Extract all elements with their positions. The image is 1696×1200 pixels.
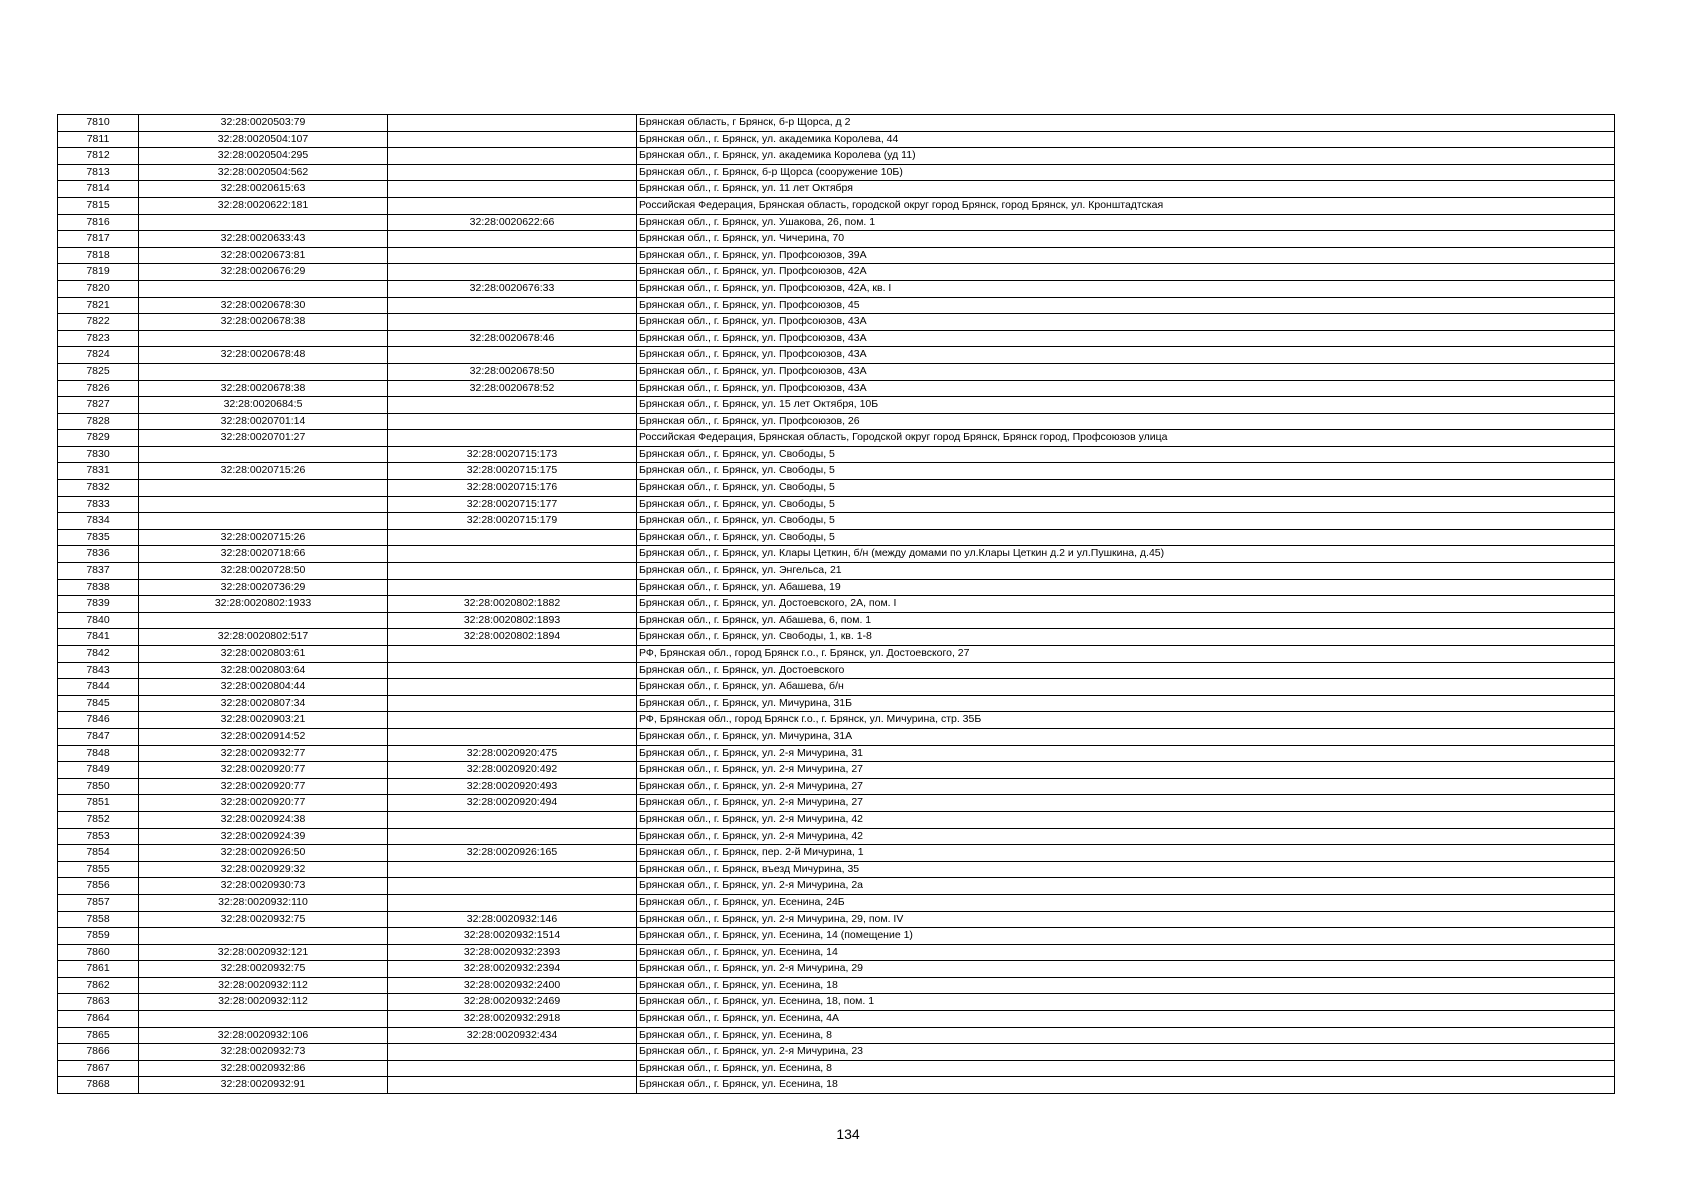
row-number-cell: 7829 bbox=[58, 430, 139, 447]
row-number-cell: 7836 bbox=[58, 546, 139, 563]
land-cadastral-cell bbox=[139, 513, 388, 530]
table-row bbox=[58, 695, 1615, 712]
object-cadastral-cell bbox=[388, 347, 637, 364]
object-cadastral-cell bbox=[388, 679, 637, 696]
address-cell: Брянская обл., г. Брянск, ул. Профсоюзов, 39А bbox=[637, 247, 1615, 264]
row-number-cell: 7830 bbox=[58, 446, 139, 463]
object-cadastral-cell: 32:28:0020932:2918 bbox=[388, 1011, 637, 1028]
table-row bbox=[58, 280, 1615, 297]
registry-body bbox=[58, 115, 1615, 1094]
address-cell: Брянская обл., г. Брянск, ул. Абашева, 6, пом. 1 bbox=[637, 612, 1615, 629]
object-cadastral-cell bbox=[388, 148, 637, 165]
table-row bbox=[58, 1027, 1615, 1044]
object-cadastral-cell bbox=[388, 397, 637, 414]
table-row bbox=[58, 363, 1615, 380]
address-cell: Брянская обл., г. Брянск, ул. Профсоюзов, 45 bbox=[637, 297, 1615, 314]
address-cell: Брянская обл., г. Брянск, ул. академика Королева (уд 11) bbox=[637, 148, 1615, 165]
address-cell: Брянская обл., г. Брянск, ул. Свободы, 5 bbox=[637, 496, 1615, 513]
row-number-cell: 7850 bbox=[58, 778, 139, 795]
land-cadastral-cell: 32:28:0020930:73 bbox=[139, 878, 388, 895]
table-row bbox=[58, 380, 1615, 397]
object-cadastral-cell bbox=[388, 413, 637, 430]
object-cadastral-cell bbox=[388, 878, 637, 895]
table-row bbox=[58, 164, 1615, 181]
row-number-cell: 7817 bbox=[58, 231, 139, 248]
table-row bbox=[58, 1044, 1615, 1061]
land-cadastral-cell bbox=[139, 363, 388, 380]
address-cell: Брянская обл., г. Брянск, ул. академика Королева, 44 bbox=[637, 131, 1615, 148]
land-cadastral-cell: 32:28:0020802:1933 bbox=[139, 596, 388, 613]
land-cadastral-cell: 32:28:0020914:52 bbox=[139, 728, 388, 745]
land-cadastral-cell: 32:28:0020684:5 bbox=[139, 397, 388, 414]
land-cadastral-cell: 32:28:0020803:61 bbox=[139, 646, 388, 663]
land-cadastral-cell: 32:28:0020929:32 bbox=[139, 861, 388, 878]
address-cell: Брянская обл., г. Брянск, б-р Щорса (сооружение 10Б) bbox=[637, 164, 1615, 181]
object-cadastral-cell bbox=[388, 728, 637, 745]
row-number-cell: 7845 bbox=[58, 695, 139, 712]
table-row bbox=[58, 446, 1615, 463]
land-cadastral-cell: 32:28:0020802:517 bbox=[139, 629, 388, 646]
row-number-cell: 7842 bbox=[58, 646, 139, 663]
row-number-cell: 7858 bbox=[58, 911, 139, 928]
address-cell: Брянская обл., г. Брянск, ул. Свободы, 5 bbox=[637, 446, 1615, 463]
table-row bbox=[58, 513, 1615, 530]
object-cadastral-cell: 32:28:0020802:1893 bbox=[388, 612, 637, 629]
land-cadastral-cell bbox=[139, 928, 388, 945]
land-cadastral-cell: 32:28:0020932:106 bbox=[139, 1027, 388, 1044]
object-cadastral-cell: 32:28:0020932:2393 bbox=[388, 944, 637, 961]
land-cadastral-cell: 32:28:0020924:38 bbox=[139, 811, 388, 828]
object-cadastral-cell: 32:28:0020926:165 bbox=[388, 845, 637, 862]
object-cadastral-cell bbox=[388, 712, 637, 729]
address-cell: Брянская обл., г. Брянск, ул. Ушакова, 26, пом. 1 bbox=[637, 214, 1615, 231]
address-cell: Брянская обл., г. Брянск, ул. Профсоюзов, 43А bbox=[637, 330, 1615, 347]
object-cadastral-cell: 32:28:0020678:52 bbox=[388, 380, 637, 397]
address-cell: Брянская обл., г. Брянск, ул. Есенина, 18 bbox=[637, 1077, 1615, 1094]
row-number-cell: 7832 bbox=[58, 480, 139, 497]
land-cadastral-cell: 32:28:0020736:29 bbox=[139, 579, 388, 596]
table-row bbox=[58, 728, 1615, 745]
table-row bbox=[58, 612, 1615, 629]
address-cell: Брянская обл., г. Брянск, ул. Есенина, 18, пом. 1 bbox=[637, 994, 1615, 1011]
address-cell: Брянская обл., г. Брянск, ул. 2-я Мичурина, 42 bbox=[637, 811, 1615, 828]
row-number-cell: 7815 bbox=[58, 197, 139, 214]
object-cadastral-cell bbox=[388, 181, 637, 198]
address-cell: Брянская обл., г. Брянск, ул. 2-я Мичурина, 23 bbox=[637, 1044, 1615, 1061]
address-cell: Брянская обл., г. Брянск, ул. Профсоюзов, 43А bbox=[637, 347, 1615, 364]
address-cell: РФ, Брянская обл., город Брянск г.о., г. Брянск, ул. Достоевского, 27 bbox=[637, 646, 1615, 663]
row-number-cell: 7861 bbox=[58, 961, 139, 978]
object-cadastral-cell bbox=[388, 1060, 637, 1077]
object-cadastral-cell: 32:28:0020715:173 bbox=[388, 446, 637, 463]
address-cell: Брянская обл., г. Брянск, ул. Свободы, 5 bbox=[637, 529, 1615, 546]
row-number-cell: 7853 bbox=[58, 828, 139, 845]
row-number-cell: 7841 bbox=[58, 629, 139, 646]
row-number-cell: 7848 bbox=[58, 745, 139, 762]
object-cadastral-cell bbox=[388, 197, 637, 214]
address-cell: Брянская обл., г. Брянск, ул. Абашева, б/н bbox=[637, 679, 1615, 696]
address-cell: Брянская обл., г. Брянск, ул. Есенина, 4А bbox=[637, 1011, 1615, 1028]
table-row bbox=[58, 430, 1615, 447]
row-number-cell: 7837 bbox=[58, 563, 139, 580]
registry-table bbox=[57, 114, 1615, 1094]
land-cadastral-cell: 32:28:0020633:43 bbox=[139, 231, 388, 248]
table-row bbox=[58, 878, 1615, 895]
table-row bbox=[58, 563, 1615, 580]
address-cell: Брянская обл., г. Брянск, ул. 11 лет Октября bbox=[637, 181, 1615, 198]
object-cadastral-cell bbox=[388, 529, 637, 546]
object-cadastral-cell: 32:28:0020932:2394 bbox=[388, 961, 637, 978]
address-cell: Брянская обл., г. Брянск, ул. Абашева, 19 bbox=[637, 579, 1615, 596]
table-row bbox=[58, 1077, 1615, 1094]
object-cadastral-cell bbox=[388, 1044, 637, 1061]
row-number-cell: 7816 bbox=[58, 214, 139, 231]
row-number-cell: 7826 bbox=[58, 380, 139, 397]
row-number-cell: 7866 bbox=[58, 1044, 139, 1061]
land-cadastral-cell: 32:28:0020718:66 bbox=[139, 546, 388, 563]
row-number-cell: 7820 bbox=[58, 280, 139, 297]
object-cadastral-cell: 32:28:0020676:33 bbox=[388, 280, 637, 297]
table-row bbox=[58, 529, 1615, 546]
object-cadastral-cell bbox=[388, 297, 637, 314]
row-number-cell: 7846 bbox=[58, 712, 139, 729]
object-cadastral-cell bbox=[388, 828, 637, 845]
row-number-cell: 7854 bbox=[58, 845, 139, 862]
table-row bbox=[58, 1060, 1615, 1077]
row-number-cell: 7857 bbox=[58, 894, 139, 911]
address-cell: Брянская обл., г. Брянск, ул. Достоевского, 2А, пом. I bbox=[637, 596, 1615, 613]
address-cell: Брянская обл., г. Брянск, ул. Чичерина, 70 bbox=[637, 231, 1615, 248]
address-cell: Брянская обл., г. Брянск, ул. Профсоюзов, 43А bbox=[637, 314, 1615, 331]
row-number-cell: 7865 bbox=[58, 1027, 139, 1044]
land-cadastral-cell: 32:28:0020503:79 bbox=[139, 115, 388, 132]
land-cadastral-cell: 32:28:0020932:77 bbox=[139, 745, 388, 762]
table-row bbox=[58, 131, 1615, 148]
table-row bbox=[58, 148, 1615, 165]
address-cell: Брянская обл., г. Брянск, ул. 2-я Мичурина, 27 bbox=[637, 778, 1615, 795]
table-row bbox=[58, 347, 1615, 364]
table-row bbox=[58, 778, 1615, 795]
table-row bbox=[58, 247, 1615, 264]
object-cadastral-cell bbox=[388, 579, 637, 596]
table-row bbox=[58, 928, 1615, 945]
land-cadastral-cell bbox=[139, 480, 388, 497]
address-cell: Брянская обл., г. Брянск, ул. Есенина, 14 (помещение 1) bbox=[637, 928, 1615, 945]
table-row bbox=[58, 231, 1615, 248]
table-row bbox=[58, 994, 1615, 1011]
land-cadastral-cell: 32:28:0020701:14 bbox=[139, 413, 388, 430]
object-cadastral-cell: 32:28:0020715:179 bbox=[388, 513, 637, 530]
land-cadastral-cell: 32:28:0020920:77 bbox=[139, 762, 388, 779]
table-row bbox=[58, 745, 1615, 762]
object-cadastral-cell: 32:28:0020932:2400 bbox=[388, 977, 637, 994]
object-cadastral-cell: 32:28:0020932:2469 bbox=[388, 994, 637, 1011]
row-number-cell: 7822 bbox=[58, 314, 139, 331]
object-cadastral-cell bbox=[388, 264, 637, 281]
row-number-cell: 7819 bbox=[58, 264, 139, 281]
object-cadastral-cell: 32:28:0020678:50 bbox=[388, 363, 637, 380]
address-cell: Брянская обл., г. Брянск, ул. Свободы, 5 bbox=[637, 480, 1615, 497]
object-cadastral-cell: 32:28:0020932:434 bbox=[388, 1027, 637, 1044]
object-cadastral-cell bbox=[388, 894, 637, 911]
row-number-cell: 7859 bbox=[58, 928, 139, 945]
land-cadastral-cell bbox=[139, 214, 388, 231]
row-number-cell: 7868 bbox=[58, 1077, 139, 1094]
object-cadastral-cell: 32:28:0020678:46 bbox=[388, 330, 637, 347]
object-cadastral-cell: 32:28:0020920:493 bbox=[388, 778, 637, 795]
address-cell: Брянская обл., г. Брянск, ул. 2-я Мичурина, 31 bbox=[637, 745, 1615, 762]
table-row bbox=[58, 944, 1615, 961]
table-row bbox=[58, 679, 1615, 696]
row-number-cell: 7812 bbox=[58, 148, 139, 165]
table-row bbox=[58, 480, 1615, 497]
object-cadastral-cell bbox=[388, 314, 637, 331]
object-cadastral-cell: 32:28:0020715:175 bbox=[388, 463, 637, 480]
address-cell: Брянская обл., г. Брянск, ул. Профсоюзов, 42А bbox=[637, 264, 1615, 281]
address-cell: Брянская обл., г. Брянск, ул. Есенина, 18 bbox=[637, 977, 1615, 994]
row-number-cell: 7844 bbox=[58, 679, 139, 696]
table-row bbox=[58, 646, 1615, 663]
land-cadastral-cell bbox=[139, 280, 388, 297]
land-cadastral-cell: 32:28:0020715:26 bbox=[139, 463, 388, 480]
land-cadastral-cell: 32:28:0020622:181 bbox=[139, 197, 388, 214]
address-cell: Брянская обл., г. Брянск, ул. 2-я Мичурина, 29, пом. IV bbox=[637, 911, 1615, 928]
address-cell: Российская Федерация, Брянская область, Городской округ город Брянск, Брянск город, Профсоюзов улица bbox=[637, 430, 1615, 447]
address-cell: Брянская обл., г. Брянск, въезд Мичурина, 35 bbox=[637, 861, 1615, 878]
land-cadastral-cell: 32:28:0020504:295 bbox=[139, 148, 388, 165]
land-cadastral-cell: 32:28:0020932:112 bbox=[139, 977, 388, 994]
row-number-cell: 7835 bbox=[58, 529, 139, 546]
object-cadastral-cell: 32:28:0020715:177 bbox=[388, 496, 637, 513]
address-cell: Брянская обл., г. Брянск, ул. Есенина, 8 bbox=[637, 1060, 1615, 1077]
land-cadastral-cell: 32:28:0020932:73 bbox=[139, 1044, 388, 1061]
address-cell: Брянская область, г Брянск, б-р Щорса, д 2 bbox=[637, 115, 1615, 132]
address-cell: Брянская обл., г. Брянск, ул. Свободы, 1, кв. 1-8 bbox=[637, 629, 1615, 646]
table-row bbox=[58, 961, 1615, 978]
table-row bbox=[58, 115, 1615, 132]
object-cadastral-cell bbox=[388, 115, 637, 132]
table-row bbox=[58, 596, 1615, 613]
object-cadastral-cell: 32:28:0020715:176 bbox=[388, 480, 637, 497]
address-cell: Брянская обл., г. Брянск, ул. Свободы, 5 bbox=[637, 463, 1615, 480]
table-row bbox=[58, 811, 1615, 828]
land-cadastral-cell: 32:28:0020920:77 bbox=[139, 778, 388, 795]
row-number-cell: 7821 bbox=[58, 297, 139, 314]
land-cadastral-cell: 32:28:0020715:26 bbox=[139, 529, 388, 546]
table-row bbox=[58, 579, 1615, 596]
land-cadastral-cell: 32:28:0020924:39 bbox=[139, 828, 388, 845]
table-row bbox=[58, 397, 1615, 414]
row-number-cell: 7834 bbox=[58, 513, 139, 530]
address-cell: Брянская обл., г. Брянск, ул. Профсоюзов, 42А, кв. I bbox=[637, 280, 1615, 297]
address-cell: Брянская обл., г. Брянск, ул. Мичурина, 31А bbox=[637, 728, 1615, 745]
table-row bbox=[58, 197, 1615, 214]
row-number-cell: 7833 bbox=[58, 496, 139, 513]
land-cadastral-cell: 32:28:0020728:50 bbox=[139, 563, 388, 580]
land-cadastral-cell: 32:28:0020932:91 bbox=[139, 1077, 388, 1094]
object-cadastral-cell: 32:28:0020802:1882 bbox=[388, 596, 637, 613]
land-cadastral-cell: 32:28:0020920:77 bbox=[139, 795, 388, 812]
object-cadastral-cell bbox=[388, 695, 637, 712]
table-row bbox=[58, 314, 1615, 331]
row-number-cell: 7843 bbox=[58, 662, 139, 679]
table-row bbox=[58, 214, 1615, 231]
land-cadastral-cell: 32:28:0020615:63 bbox=[139, 181, 388, 198]
object-cadastral-cell bbox=[388, 563, 637, 580]
land-cadastral-cell: 32:28:0020807:34 bbox=[139, 695, 388, 712]
table-row bbox=[58, 330, 1615, 347]
row-number-cell: 7838 bbox=[58, 579, 139, 596]
object-cadastral-cell bbox=[388, 430, 637, 447]
row-number-cell: 7813 bbox=[58, 164, 139, 181]
table-row bbox=[58, 629, 1615, 646]
address-cell: РФ, Брянская обл., город Брянск г.о., г. Брянск, ул. Мичурина, стр. 35Б bbox=[637, 712, 1615, 729]
land-cadastral-cell: 32:28:0020803:64 bbox=[139, 662, 388, 679]
row-number-cell: 7864 bbox=[58, 1011, 139, 1028]
object-cadastral-cell: 32:28:0020920:494 bbox=[388, 795, 637, 812]
table-row bbox=[58, 496, 1615, 513]
object-cadastral-cell bbox=[388, 861, 637, 878]
address-cell: Брянская обл., г. Брянск, ул. Свободы, 5 bbox=[637, 513, 1615, 530]
land-cadastral-cell: 32:28:0020678:48 bbox=[139, 347, 388, 364]
table-row bbox=[58, 181, 1615, 198]
object-cadastral-cell bbox=[388, 131, 637, 148]
land-cadastral-cell: 32:28:0020504:562 bbox=[139, 164, 388, 181]
address-cell: Брянская обл., г. Брянск, ул. Клары Цеткин, б/н (между домами по ул.Клары Цеткин д.2 и ул.Пушкина, д.45) bbox=[637, 546, 1615, 563]
object-cadastral-cell: 32:28:0020622:66 bbox=[388, 214, 637, 231]
row-number-cell: 7810 bbox=[58, 115, 139, 132]
land-cadastral-cell: 32:28:0020673:81 bbox=[139, 247, 388, 264]
row-number-cell: 7839 bbox=[58, 596, 139, 613]
table-row bbox=[58, 762, 1615, 779]
land-cadastral-cell: 32:28:0020932:112 bbox=[139, 994, 388, 1011]
address-cell: Брянская обл., г. Брянск, ул. Достоевского bbox=[637, 662, 1615, 679]
address-cell: Брянская обл., г. Брянск, пер. 2-й Мичурина, 1 bbox=[637, 845, 1615, 862]
table-row bbox=[58, 463, 1615, 480]
row-number-cell: 7831 bbox=[58, 463, 139, 480]
object-cadastral-cell bbox=[388, 546, 637, 563]
row-number-cell: 7849 bbox=[58, 762, 139, 779]
address-cell: Брянская обл., г. Брянск, ул. Есенина, 24Б bbox=[637, 894, 1615, 911]
address-cell: Брянская обл., г. Брянск, ул. 2-я Мичурина, 27 bbox=[637, 795, 1615, 812]
table-row bbox=[58, 662, 1615, 679]
land-cadastral-cell bbox=[139, 330, 388, 347]
address-cell: Брянская обл., г. Брянск, ул. 2-я Мичурина, 29 bbox=[637, 961, 1615, 978]
row-number-cell: 7860 bbox=[58, 944, 139, 961]
row-number-cell: 7824 bbox=[58, 347, 139, 364]
row-number-cell: 7827 bbox=[58, 397, 139, 414]
address-cell: Брянская обл., г. Брянск, ул. Энгельса, 21 bbox=[637, 563, 1615, 580]
row-number-cell: 7814 bbox=[58, 181, 139, 198]
table-row bbox=[58, 413, 1615, 430]
address-cell: Брянская обл., г. Брянск, ул. Профсоюзов, 43А bbox=[637, 363, 1615, 380]
land-cadastral-cell: 32:28:0020932:86 bbox=[139, 1060, 388, 1077]
land-cadastral-cell: 32:28:0020932:110 bbox=[139, 894, 388, 911]
object-cadastral-cell bbox=[388, 646, 637, 663]
row-number-cell: 7852 bbox=[58, 811, 139, 828]
row-number-cell: 7867 bbox=[58, 1060, 139, 1077]
table-row bbox=[58, 546, 1615, 563]
land-cadastral-cell bbox=[139, 496, 388, 513]
object-cadastral-cell: 32:28:0020932:146 bbox=[388, 911, 637, 928]
address-cell: Брянская обл., г. Брянск, ул. Профсоюзов, 26 bbox=[637, 413, 1615, 430]
table-row bbox=[58, 297, 1615, 314]
land-cadastral-cell: 32:28:0020678:38 bbox=[139, 380, 388, 397]
address-cell: Брянская обл., г. Брянск, ул. Есенина, 8 bbox=[637, 1027, 1615, 1044]
table-row bbox=[58, 894, 1615, 911]
land-cadastral-cell: 32:28:0020678:30 bbox=[139, 297, 388, 314]
object-cadastral-cell: 32:28:0020920:492 bbox=[388, 762, 637, 779]
land-cadastral-cell bbox=[139, 446, 388, 463]
land-cadastral-cell: 32:28:0020804:44 bbox=[139, 679, 388, 696]
address-cell: Брянская обл., г. Брянск, ул. 2-я Мичурина, 27 bbox=[637, 762, 1615, 779]
object-cadastral-cell bbox=[388, 247, 637, 264]
object-cadastral-cell bbox=[388, 164, 637, 181]
row-number-cell: 7823 bbox=[58, 330, 139, 347]
address-cell: Брянская обл., г. Брянск, ул. Есенина, 14 bbox=[637, 944, 1615, 961]
land-cadastral-cell: 32:28:0020932:121 bbox=[139, 944, 388, 961]
table-row bbox=[58, 264, 1615, 281]
row-number-cell: 7811 bbox=[58, 131, 139, 148]
land-cadastral-cell: 32:28:0020676:29 bbox=[139, 264, 388, 281]
table-row bbox=[58, 861, 1615, 878]
object-cadastral-cell bbox=[388, 811, 637, 828]
row-number-cell: 7862 bbox=[58, 977, 139, 994]
land-cadastral-cell: 32:28:0020932:75 bbox=[139, 961, 388, 978]
object-cadastral-cell: 32:28:0020932:1514 bbox=[388, 928, 637, 945]
object-cadastral-cell bbox=[388, 662, 637, 679]
row-number-cell: 7818 bbox=[58, 247, 139, 264]
land-cadastral-cell: 32:28:0020701:27 bbox=[139, 430, 388, 447]
object-cadastral-cell: 32:28:0020920:475 bbox=[388, 745, 637, 762]
row-number-cell: 7863 bbox=[58, 994, 139, 1011]
row-number-cell: 7828 bbox=[58, 413, 139, 430]
object-cadastral-cell bbox=[388, 231, 637, 248]
table-row bbox=[58, 845, 1615, 862]
row-number-cell: 7855 bbox=[58, 861, 139, 878]
land-cadastral-cell: 32:28:0020926:50 bbox=[139, 845, 388, 862]
land-cadastral-cell: 32:28:0020678:38 bbox=[139, 314, 388, 331]
table-row bbox=[58, 828, 1615, 845]
table-row bbox=[58, 977, 1615, 994]
object-cadastral-cell bbox=[388, 1077, 637, 1094]
address-cell: Брянская обл., г. Брянск, ул. 2-я Мичурина, 42 bbox=[637, 828, 1615, 845]
table-row bbox=[58, 795, 1615, 812]
address-cell: Брянская обл., г. Брянск, ул. 15 лет Октября, 10Б bbox=[637, 397, 1615, 414]
land-cadastral-cell bbox=[139, 1011, 388, 1028]
table-row bbox=[58, 712, 1615, 729]
land-cadastral-cell: 32:28:0020504:107 bbox=[139, 131, 388, 148]
row-number-cell: 7851 bbox=[58, 795, 139, 812]
object-cadastral-cell: 32:28:0020802:1894 bbox=[388, 629, 637, 646]
row-number-cell: 7840 bbox=[58, 612, 139, 629]
page-number: 134 bbox=[836, 1126, 860, 1142]
address-cell: Брянская обл., г. Брянск, ул. Мичурина, 31Б bbox=[637, 695, 1615, 712]
land-cadastral-cell: 32:28:0020903:21 bbox=[139, 712, 388, 729]
table-row bbox=[58, 911, 1615, 928]
land-cadastral-cell bbox=[139, 612, 388, 629]
address-cell: Брянская обл., г. Брянск, ул. Профсоюзов, 43А bbox=[637, 380, 1615, 397]
address-cell: Российская Федерация, Брянская область, городской округ город Брянск, город Брянск, ул. Кронштадтская bbox=[637, 197, 1615, 214]
row-number-cell: 7825 bbox=[58, 363, 139, 380]
land-cadastral-cell: 32:28:0020932:75 bbox=[139, 911, 388, 928]
address-cell: Брянская обл., г. Брянск, ул. 2-я Мичурина, 2а bbox=[637, 878, 1615, 895]
row-number-cell: 7856 bbox=[58, 878, 139, 895]
row-number-cell: 7847 bbox=[58, 728, 139, 745]
table-row bbox=[58, 1011, 1615, 1028]
